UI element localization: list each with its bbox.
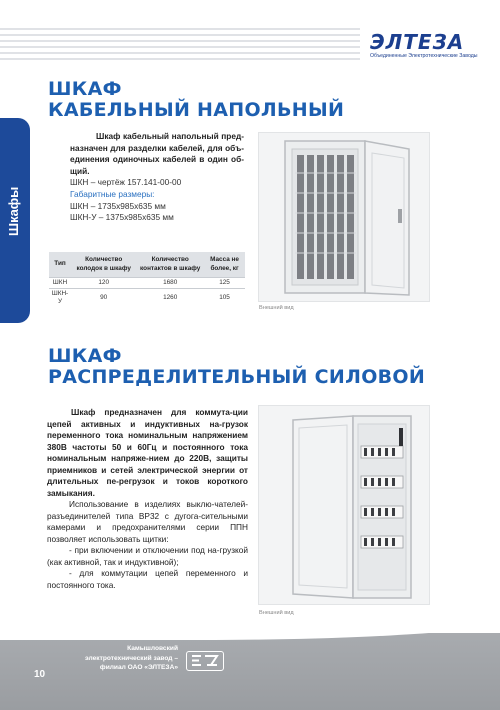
section2-title-line2: РАСПРЕДЕЛИТЕЛЬНЫЙ СИЛОВОЙ: [48, 366, 426, 388]
side-tab-label: Шкафы: [6, 186, 21, 236]
section1-lead: Шкаф кабельный напольный пред-назначен для разделки кабелей, для объ-единения одиночных кабелей в один об-щий.: [70, 131, 244, 176]
table-cell: 120: [71, 278, 136, 289]
section2-description: [47, 407, 248, 591]
table-cell: 1260: [136, 289, 204, 308]
section1-caption: Внешний вид: [259, 305, 294, 311]
section1-title-line2: КАБЕЛЬНЫЙ НАПОЛЬНЫЙ: [48, 99, 345, 121]
table-cell: ШКН-У: [49, 289, 71, 308]
section1-drawing: ШКН – чертёж 157.141-00-00: [70, 177, 182, 188]
section2-body: Использование в изделиях выклю-чателей-разъединителей типа ВР32 с дугога-сительными камерами и предохранителями серии ППН позволяет использовать щитки:: [47, 499, 248, 544]
brand-logo: [370, 30, 488, 66]
section1-dims-label: Габаритные размеры:: [70, 188, 155, 199]
table-cell: 90: [71, 289, 136, 308]
footer-company: Камышловский электротехнический завод – филиал ОАО «ЭЛТЕЗА»: [85, 645, 178, 671]
table-header-type: Тип: [49, 252, 71, 278]
cable-cabinet-image: [258, 132, 430, 302]
spec-table: [49, 252, 245, 307]
distribution-cabinet-image: [258, 405, 430, 605]
section2-title-line1: ШКАФ: [48, 345, 122, 367]
section1-description: [70, 131, 244, 224]
section1-title: [48, 79, 344, 121]
section2-caption: Внешний вид: [259, 610, 294, 616]
table-header-mass: Масса не более, кг: [204, 252, 245, 278]
table-header-blocks: Количество колодок в шкафу: [71, 252, 136, 278]
brand-subtitle: Объединенные Электротехнические Заводы: [370, 53, 478, 59]
header-stripes: [0, 28, 360, 62]
table-cell: ШКН: [49, 278, 71, 289]
table-header-contacts: Количество контактов в шкафу: [136, 252, 204, 278]
section2-lead: Шкаф предназначен для коммута-ции цепей активных и индуктивных на-грузок переменного тока номинальным напряжением 380В частоты 50 и 60Гц и постоянного тока номинальным напряже-нием до 220В, защиты приемников и сетей электрической энергии от длительных пе-регрузок и токов короткого замыкания.: [47, 407, 248, 498]
table-row: [49, 278, 245, 289]
section1-dims-1: ШКН – 1735х985х635 мм: [70, 200, 166, 211]
company-logo-icon: [186, 651, 224, 671]
brand-name: ЭЛТЕЗА: [370, 30, 465, 54]
side-tab: [0, 118, 30, 323]
table-cell: 105: [204, 289, 245, 308]
table-cell: 1680: [136, 278, 204, 289]
section1-dims-2: ШКН-У – 1375х985х635 мм: [70, 212, 174, 223]
section2-item-1: - при включении и отключении под на-грузкой (как активной, так и индуктивной);: [47, 545, 248, 567]
page-number: 10: [34, 669, 46, 680]
section2-title: [48, 346, 425, 388]
table-row: [49, 289, 245, 308]
section1-title-line1: ШКАФ: [48, 78, 122, 100]
table-cell: 125: [204, 278, 245, 289]
section2-item-2: - для коммутации цепей переменного и постоянного тока.: [47, 568, 248, 590]
